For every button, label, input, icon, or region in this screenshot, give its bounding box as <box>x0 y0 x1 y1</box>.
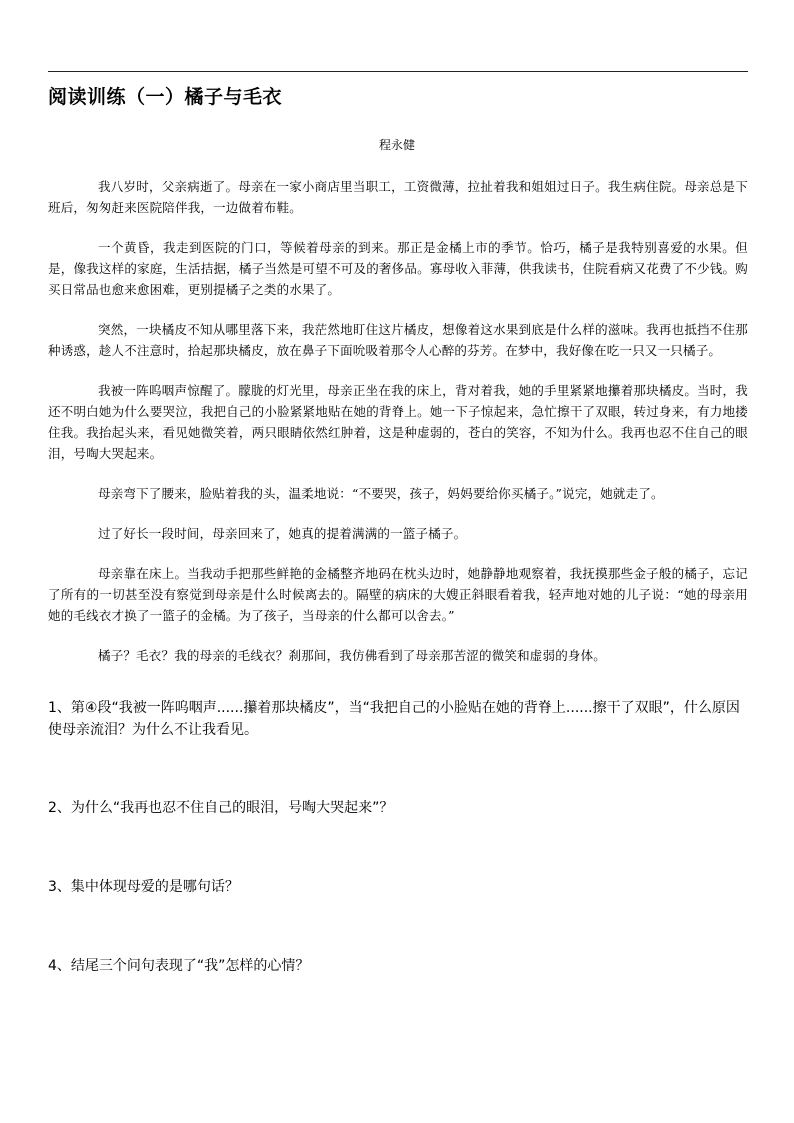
story-paragraph: 一个黄昏，我走到医院的门口，等候着母亲的到来。那正是金橘上市的季节。恰巧，橘子是我特别喜爱的水果。但是，像我这样的家庭，生活拮据，橘子当然是可望不可及的奢侈品。寡母收入菲薄，供我读书，住院看病又花费了不少钱。购买日常品也愈来愈困难，更别提橘子之类的水果了。 <box>48 240 748 297</box>
story-paragraph: 我被一阵呜咽声惊醒了。朦胧的灯光里，母亲正坐在我的床上，背对着我，她的手里紧紧地攥着那块橘皮。当时，我还不明白她为什么要哭泣，我把自己的小脸紧紧地贴在她的背脊上。她一下子惊起来，急忙擦干了双眼，转过身来，有力地搂住我。我抬起头来，看见她微笑着，两只眼睛依然红肿着，这是种虚弱的，苍白的笑容，不知为什么。我再也忍不住自己的眼泪，号啕大哭起来。 <box>48 383 748 461</box>
question-4: 4、结尾三个问句表现了“我”怎样的心情？ <box>48 958 310 974</box>
question-2: 2、为什么“我再也忍不住自己的眼泪，号啕大哭起来”？ <box>48 800 394 816</box>
story-paragraph: 突然，一块橘皮不知从哪里落下来，我茫然地盯住这片橘皮，想像着这水果到底是什么样的滋味。我再也抵挡不住那种诱惑，趁人不注意时，拾起那块橘皮，放在鼻子下面吮吸着那令人心醉的芬芳。在梦中，我好像在吃一只又一只橘子。 <box>48 322 748 358</box>
story-body <box>48 176 748 685</box>
story-paragraph: 橘子？毛衣？我的母亲的毛线衣？刹那间，我仿佛看到了母亲那苦涩的微笑和虚弱的身体。 <box>98 648 607 663</box>
author-name: 程永健 <box>378 138 415 152</box>
question-1: 1、第④段“我被一阵呜咽声......攥着那块橘皮”，当“我把自己的小脸贴在她的背脊上......擦干了双眼”，什么原因使母亲流泪？为什么不让我看见。 <box>48 700 740 738</box>
question-3: 3、集中体现母爱的是哪句话？ <box>48 879 239 895</box>
story-paragraph: 母亲靠在床上。当我动手把那些鲜艳的金橘整齐地码在枕头边时，她静静地观察着，我抚摸那些金子般的橘子，忘记了所有的一切甚至没有察觉到母亲是什么时候离去的。隔壁的病床的大嫂正斜眼看着我，轻声地对她的儿子说：“她的母亲用她的毛线衣才换了一篮子的金橘。为了孩子，当母亲的什么都可以舍去。” <box>48 566 748 623</box>
story-paragraph: 我八岁时，父亲病逝了。母亲在一家小商店里当职工，工资微薄，拉扯着我和姐姐过日子。我生病住院。母亲总是下班后，匆匆赶来医院陪伴我，一边做着布鞋。 <box>48 179 748 215</box>
story-paragraph: 母亲弯下了腰来，脸贴着我的头，温柔地说：“不要哭，孩子，妈妈要给你买橘子。”说完，她就走了。 <box>98 486 664 501</box>
story-paragraph: 过了好长一段时间，母亲回来了，她真的提着满满的一篮子橘子。 <box>98 526 467 541</box>
page-title: 阅读训练（一）橘子与毛衣 <box>48 86 283 108</box>
header-rule <box>48 71 748 72</box>
